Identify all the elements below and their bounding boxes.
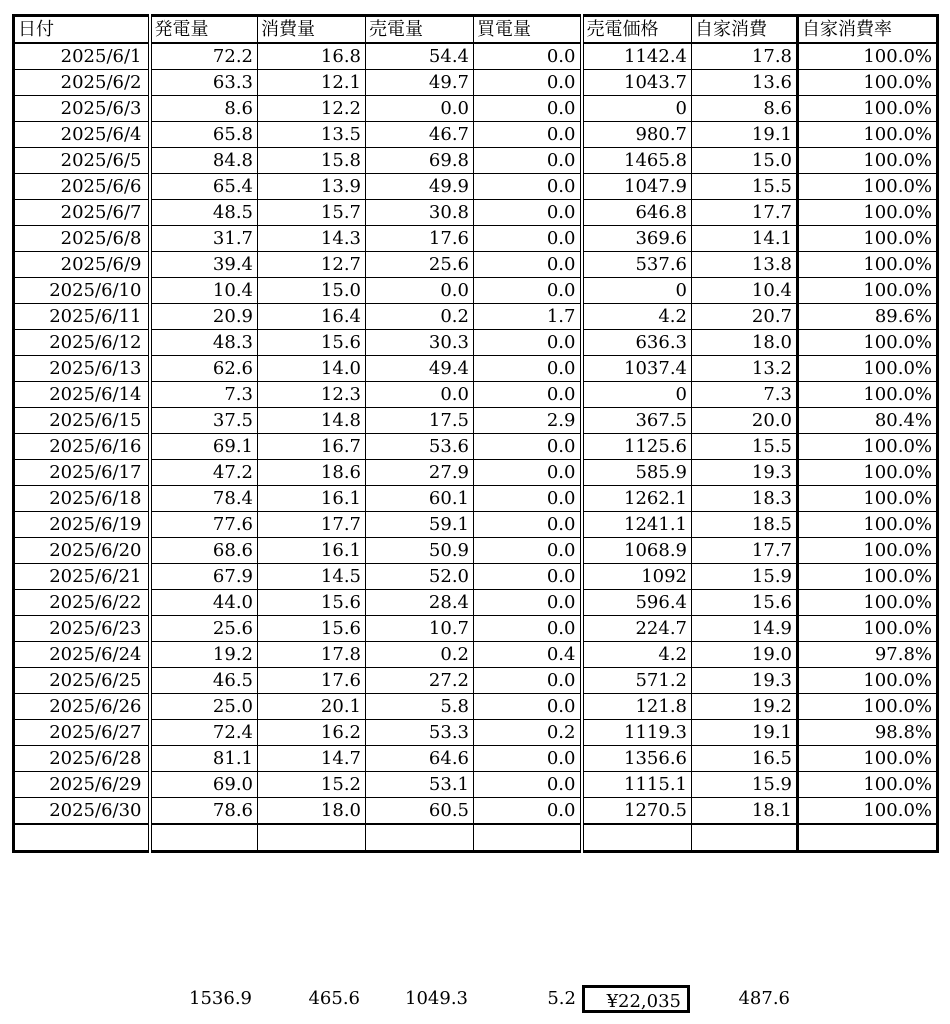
- header-bought[interactable]: 買電量: [474, 16, 582, 44]
- cell-sale-price[interactable]: 367.5: [582, 408, 692, 434]
- blank-row: [14, 824, 938, 851]
- cell-date[interactable]: 2025/6/20: [14, 538, 150, 564]
- cell-bought[interactable]: 0.0: [474, 564, 582, 590]
- total-bought[interactable]: 5.2: [547, 988, 576, 1009]
- cell-self-consumption-rate[interactable]: 100.0%: [798, 43, 938, 70]
- cell-self-consumption-rate[interactable]: 100.0%: [798, 486, 938, 512]
- cell-consumption[interactable]: 16.4: [258, 304, 366, 330]
- cell-self-consumption-rate[interactable]: 100.0%: [798, 772, 938, 798]
- cell-date[interactable]: 2025/6/6: [14, 174, 150, 200]
- cell-consumption[interactable]: 14.5: [258, 564, 366, 590]
- cell-sold[interactable]: 30.3: [366, 330, 474, 356]
- cell-sale-price[interactable]: 1270.5: [582, 798, 692, 825]
- cell-self-consumption[interactable]: 17.7: [692, 538, 798, 564]
- cell-bought[interactable]: 0.0: [474, 278, 582, 304]
- cell-bought[interactable]: 0.0: [474, 174, 582, 200]
- cell-date[interactable]: 2025/6/9: [14, 252, 150, 278]
- cell-sold[interactable]: 0.2: [366, 304, 474, 330]
- cell-bought[interactable]: 0.0: [474, 694, 582, 720]
- cell-self-consumption[interactable]: 15.5: [692, 434, 798, 460]
- cell-self-consumption-rate[interactable]: 100.0%: [798, 96, 938, 122]
- cell-self-consumption-rate[interactable]: 100.0%: [798, 694, 938, 720]
- cell-date[interactable]: 2025/6/10: [14, 278, 150, 304]
- cell-self-consumption[interactable]: 10.4: [692, 278, 798, 304]
- cell-sale-price[interactable]: 1037.4: [582, 356, 692, 382]
- cell-sold[interactable]: 30.8: [366, 200, 474, 226]
- cell-date[interactable]: 2025/6/29: [14, 772, 150, 798]
- cell-bought[interactable]: 0.0: [474, 330, 582, 356]
- table-row: [14, 720, 938, 746]
- cell-sold[interactable]: 0.0: [366, 96, 474, 122]
- cell-generation[interactable]: 67.9: [150, 564, 258, 590]
- cell-bought[interactable]: 0.0: [474, 746, 582, 772]
- cell-date[interactable]: 2025/6/1: [14, 43, 150, 70]
- table-row: [14, 486, 938, 512]
- cell-sale-price[interactable]: 1142.4: [582, 43, 692, 70]
- cell-self-consumption[interactable]: 19.1: [692, 122, 798, 148]
- cell-self-consumption-rate[interactable]: 100.0%: [798, 382, 938, 408]
- cell-generation[interactable]: 69.0: [150, 772, 258, 798]
- cell-self-consumption-rate[interactable]: 100.0%: [798, 122, 938, 148]
- cell-self-consumption-rate[interactable]: 100.0%: [798, 434, 938, 460]
- cell-self-consumption[interactable]: 19.3: [692, 668, 798, 694]
- cell-sold[interactable]: 17.5: [366, 408, 474, 434]
- cell-consumption[interactable]: 17.8: [258, 642, 366, 668]
- cell-self-consumption-rate[interactable]: 100.0%: [798, 200, 938, 226]
- table-row: [14, 304, 938, 330]
- cell-sale-price[interactable]: 596.4: [582, 590, 692, 616]
- empty-cell[interactable]: [150, 824, 258, 851]
- cell-self-consumption[interactable]: 8.6: [692, 96, 798, 122]
- table-row: [14, 564, 938, 590]
- cell-self-consumption-rate[interactable]: 98.8%: [798, 720, 938, 746]
- cell-sale-price[interactable]: 121.8: [582, 694, 692, 720]
- cell-sold[interactable]: 0.2: [366, 642, 474, 668]
- cell-generation[interactable]: 44.0: [150, 590, 258, 616]
- cell-sold[interactable]: 28.4: [366, 590, 474, 616]
- cell-date[interactable]: 2025/6/21: [14, 564, 150, 590]
- header-consumption[interactable]: 消費量: [258, 16, 366, 44]
- cell-self-consumption[interactable]: 19.0: [692, 642, 798, 668]
- cell-consumption[interactable]: 13.9: [258, 174, 366, 200]
- cell-sold[interactable]: 5.8: [366, 694, 474, 720]
- cell-sale-price[interactable]: 224.7: [582, 616, 692, 642]
- cell-self-consumption-rate[interactable]: 100.0%: [798, 564, 938, 590]
- cell-bought[interactable]: 0.0: [474, 538, 582, 564]
- table-row: [14, 512, 938, 538]
- cell-sold[interactable]: 53.6: [366, 434, 474, 460]
- cell-bought[interactable]: 2.9: [474, 408, 582, 434]
- cell-generation[interactable]: 72.4: [150, 720, 258, 746]
- cell-bought[interactable]: 0.2: [474, 720, 582, 746]
- cell-bought[interactable]: 0.0: [474, 798, 582, 825]
- cell-generation[interactable]: 72.2: [150, 43, 258, 70]
- cell-consumption[interactable]: 12.7: [258, 252, 366, 278]
- cell-sale-price[interactable]: 1241.1: [582, 512, 692, 538]
- cell-self-consumption-rate[interactable]: 100.0%: [798, 798, 938, 825]
- cell-bought[interactable]: 0.0: [474, 226, 582, 252]
- total-sale-price[interactable]: ¥22,035: [582, 985, 690, 1013]
- cell-date[interactable]: 2025/6/4: [14, 122, 150, 148]
- cell-consumption[interactable]: 16.8: [258, 43, 366, 70]
- cell-consumption[interactable]: 15.2: [258, 772, 366, 798]
- cell-self-consumption[interactable]: 19.1: [692, 720, 798, 746]
- cell-self-consumption[interactable]: 14.9: [692, 616, 798, 642]
- cell-date[interactable]: 2025/6/22: [14, 590, 150, 616]
- empty-cell[interactable]: [582, 824, 692, 851]
- cell-self-consumption[interactable]: 15.5: [692, 174, 798, 200]
- cell-sale-price[interactable]: 1356.6: [582, 746, 692, 772]
- cell-self-consumption[interactable]: 13.8: [692, 252, 798, 278]
- cell-self-consumption[interactable]: 18.0: [692, 330, 798, 356]
- cell-sold[interactable]: 54.4: [366, 43, 474, 70]
- empty-cell[interactable]: [258, 824, 366, 851]
- cell-generation[interactable]: 62.6: [150, 356, 258, 382]
- cell-self-consumption-rate[interactable]: 100.0%: [798, 278, 938, 304]
- cell-self-consumption-rate[interactable]: 100.0%: [798, 148, 938, 174]
- table-row: [14, 408, 938, 434]
- cell-self-consumption[interactable]: 19.3: [692, 460, 798, 486]
- cell-consumption[interactable]: 17.7: [258, 512, 366, 538]
- cell-sale-price[interactable]: 980.7: [582, 122, 692, 148]
- cell-self-consumption-rate[interactable]: 100.0%: [798, 512, 938, 538]
- cell-consumption[interactable]: 14.8: [258, 408, 366, 434]
- cell-self-consumption-rate[interactable]: 100.0%: [798, 460, 938, 486]
- cell-self-consumption-rate[interactable]: 100.0%: [798, 70, 938, 96]
- cell-sold[interactable]: 69.8: [366, 148, 474, 174]
- cell-bought[interactable]: 0.0: [474, 200, 582, 226]
- table-row: [14, 460, 938, 486]
- cell-bought[interactable]: 0.0: [474, 772, 582, 798]
- empty-cell[interactable]: [474, 824, 582, 851]
- cell-generation[interactable]: 65.8: [150, 122, 258, 148]
- cell-sold[interactable]: 53.1: [366, 772, 474, 798]
- cell-sold[interactable]: 60.1: [366, 486, 474, 512]
- table-row: [14, 746, 938, 772]
- cell-self-consumption-rate[interactable]: 100.0%: [798, 252, 938, 278]
- total-generation[interactable]: 1536.9: [189, 988, 252, 1009]
- cell-generation[interactable]: 20.9: [150, 304, 258, 330]
- table-row: [14, 616, 938, 642]
- cell-generation[interactable]: 65.4: [150, 174, 258, 200]
- cell-sold[interactable]: 53.3: [366, 720, 474, 746]
- cell-generation[interactable]: 19.2: [150, 642, 258, 668]
- cell-consumption[interactable]: 16.1: [258, 486, 366, 512]
- header-self-consumption[interactable]: 自家消費: [692, 16, 798, 44]
- cell-date[interactable]: 2025/6/13: [14, 356, 150, 382]
- cell-self-consumption[interactable]: 17.7: [692, 200, 798, 226]
- cell-date[interactable]: 2025/6/15: [14, 408, 150, 434]
- cell-date[interactable]: 2025/6/24: [14, 642, 150, 668]
- cell-self-consumption-rate[interactable]: 100.0%: [798, 538, 938, 564]
- empty-cell[interactable]: [798, 824, 938, 851]
- cell-self-consumption[interactable]: 15.9: [692, 564, 798, 590]
- cell-consumption[interactable]: 20.1: [258, 694, 366, 720]
- cell-date[interactable]: 2025/6/7: [14, 200, 150, 226]
- cell-consumption[interactable]: 12.1: [258, 70, 366, 96]
- cell-sold[interactable]: 60.5: [366, 798, 474, 825]
- cell-sold[interactable]: 27.2: [366, 668, 474, 694]
- table-row: [14, 252, 938, 278]
- cell-sale-price[interactable]: 1465.8: [582, 148, 692, 174]
- cell-bought[interactable]: 0.0: [474, 460, 582, 486]
- cell-self-consumption-rate[interactable]: 80.4%: [798, 408, 938, 434]
- cell-self-consumption-rate[interactable]: 97.8%: [798, 642, 938, 668]
- cell-date[interactable]: 2025/6/14: [14, 382, 150, 408]
- cell-bought[interactable]: 0.0: [474, 122, 582, 148]
- cell-sale-price[interactable]: 1125.6: [582, 434, 692, 460]
- cell-sale-price[interactable]: 1092: [582, 564, 692, 590]
- cell-generation[interactable]: 84.8: [150, 148, 258, 174]
- cell-self-consumption[interactable]: 7.3: [692, 382, 798, 408]
- header-sold[interactable]: 売電量: [366, 16, 474, 44]
- cell-self-consumption[interactable]: 18.1: [692, 798, 798, 825]
- cell-self-consumption-rate[interactable]: 100.0%: [798, 330, 938, 356]
- cell-generation[interactable]: 10.4: [150, 278, 258, 304]
- total-sold[interactable]: 1049.3: [405, 988, 468, 1009]
- cell-date[interactable]: 2025/6/30: [14, 798, 150, 825]
- cell-consumption[interactable]: 18.6: [258, 460, 366, 486]
- cell-sale-price[interactable]: 0: [582, 96, 692, 122]
- cell-sale-price[interactable]: 1262.1: [582, 486, 692, 512]
- cell-consumption[interactable]: 16.1: [258, 538, 366, 564]
- cell-generation[interactable]: 78.4: [150, 486, 258, 512]
- cell-consumption[interactable]: 15.8: [258, 148, 366, 174]
- cell-sold[interactable]: 49.9: [366, 174, 474, 200]
- cell-date[interactable]: 2025/6/11: [14, 304, 150, 330]
- cell-self-consumption-rate[interactable]: 100.0%: [798, 668, 938, 694]
- cell-bought[interactable]: 0.0: [474, 668, 582, 694]
- cell-sold[interactable]: 52.0: [366, 564, 474, 590]
- cell-bought[interactable]: 1.7: [474, 304, 582, 330]
- cell-sale-price[interactable]: 1068.9: [582, 538, 692, 564]
- cell-date[interactable]: 2025/6/28: [14, 746, 150, 772]
- table-row: [14, 538, 938, 564]
- cell-consumption[interactable]: 15.6: [258, 330, 366, 356]
- cell-sold[interactable]: 27.9: [366, 460, 474, 486]
- cell-self-consumption-rate[interactable]: 100.0%: [798, 226, 938, 252]
- cell-generation[interactable]: 77.6: [150, 512, 258, 538]
- cell-bought[interactable]: 0.4: [474, 642, 582, 668]
- cell-sale-price[interactable]: 1047.9: [582, 174, 692, 200]
- cell-self-consumption-rate[interactable]: 100.0%: [798, 590, 938, 616]
- cell-generation[interactable]: 69.1: [150, 434, 258, 460]
- cell-bought[interactable]: 0.0: [474, 70, 582, 96]
- cell-sale-price[interactable]: 585.9: [582, 460, 692, 486]
- cell-sale-price[interactable]: 4.2: [582, 642, 692, 668]
- cell-sold[interactable]: 59.1: [366, 512, 474, 538]
- table-row: [14, 148, 938, 174]
- cell-sale-price[interactable]: 636.3: [582, 330, 692, 356]
- table-row: [14, 798, 938, 825]
- cell-bought[interactable]: 0.0: [474, 356, 582, 382]
- cell-self-consumption[interactable]: 19.2: [692, 694, 798, 720]
- cell-sold[interactable]: 49.4: [366, 356, 474, 382]
- cell-date[interactable]: 2025/6/2: [14, 70, 150, 96]
- cell-sale-price[interactable]: 4.2: [582, 304, 692, 330]
- cell-self-consumption[interactable]: 17.8: [692, 43, 798, 70]
- cell-date[interactable]: 2025/6/17: [14, 460, 150, 486]
- power-data-table: [12, 14, 939, 853]
- table-row: [14, 200, 938, 226]
- cell-sale-price[interactable]: 571.2: [582, 668, 692, 694]
- table-row: [14, 356, 938, 382]
- cell-consumption[interactable]: 14.3: [258, 226, 366, 252]
- cell-self-consumption-rate[interactable]: 100.0%: [798, 616, 938, 642]
- cell-self-consumption[interactable]: 15.0: [692, 148, 798, 174]
- header-row: [14, 16, 938, 44]
- table-row: [14, 330, 938, 356]
- cell-sold[interactable]: 10.7: [366, 616, 474, 642]
- cell-bought[interactable]: 0.0: [474, 148, 582, 174]
- table-row: [14, 70, 938, 96]
- cell-sale-price[interactable]: 537.6: [582, 252, 692, 278]
- header-date[interactable]: 日付: [14, 16, 150, 44]
- cell-sale-price[interactable]: 1119.3: [582, 720, 692, 746]
- cell-generation[interactable]: 48.3: [150, 330, 258, 356]
- cell-generation[interactable]: 8.6: [150, 96, 258, 122]
- table-row: [14, 122, 938, 148]
- cell-sold[interactable]: 49.7: [366, 70, 474, 96]
- header-generation[interactable]: 発電量: [150, 16, 258, 44]
- cell-self-consumption[interactable]: 18.3: [692, 486, 798, 512]
- cell-date[interactable]: 2025/6/19: [14, 512, 150, 538]
- cell-generation[interactable]: 7.3: [150, 382, 258, 408]
- cell-self-consumption[interactable]: 20.7: [692, 304, 798, 330]
- cell-self-consumption[interactable]: 20.0: [692, 408, 798, 434]
- cell-consumption[interactable]: 14.7: [258, 746, 366, 772]
- cell-date[interactable]: 2025/6/8: [14, 226, 150, 252]
- cell-date[interactable]: 2025/6/26: [14, 694, 150, 720]
- cell-self-consumption[interactable]: 15.9: [692, 772, 798, 798]
- cell-consumption[interactable]: 12.2: [258, 96, 366, 122]
- cell-self-consumption-rate[interactable]: 100.0%: [798, 746, 938, 772]
- table-row: [14, 278, 938, 304]
- cell-date[interactable]: 2025/6/16: [14, 434, 150, 460]
- table-row: [14, 96, 938, 122]
- cell-consumption[interactable]: 16.2: [258, 720, 366, 746]
- cell-sale-price[interactable]: 1043.7: [582, 70, 692, 96]
- cell-consumption[interactable]: 17.6: [258, 668, 366, 694]
- totals-row: [12, 985, 936, 1015]
- cell-bought[interactable]: 0.0: [474, 434, 582, 460]
- cell-self-consumption-rate[interactable]: 100.0%: [798, 356, 938, 382]
- cell-generation[interactable]: 68.6: [150, 538, 258, 564]
- cell-sold[interactable]: 50.9: [366, 538, 474, 564]
- cell-consumption[interactable]: 16.7: [258, 434, 366, 460]
- empty-cell[interactable]: [366, 824, 474, 851]
- cell-consumption[interactable]: 12.3: [258, 382, 366, 408]
- cell-self-consumption[interactable]: 15.6: [692, 590, 798, 616]
- cell-generation[interactable]: 37.5: [150, 408, 258, 434]
- cell-bought[interactable]: 0.0: [474, 96, 582, 122]
- cell-self-consumption-rate[interactable]: 100.0%: [798, 174, 938, 200]
- total-consumption[interactable]: 465.6: [308, 988, 360, 1009]
- cell-bought[interactable]: 0.0: [474, 252, 582, 278]
- cell-consumption[interactable]: 15.6: [258, 616, 366, 642]
- cell-sold[interactable]: 0.0: [366, 382, 474, 408]
- cell-sold[interactable]: 0.0: [366, 278, 474, 304]
- header-self-consumption-rate[interactable]: 自家消費率: [798, 16, 938, 44]
- cell-sale-price[interactable]: 0: [582, 382, 692, 408]
- cell-sale-price[interactable]: 0: [582, 278, 692, 304]
- cell-bought[interactable]: 0.0: [474, 486, 582, 512]
- cell-consumption[interactable]: 18.0: [258, 798, 366, 825]
- cell-consumption[interactable]: 15.0: [258, 278, 366, 304]
- header-sale-price[interactable]: 売電価格: [582, 16, 692, 44]
- table-row: [14, 694, 938, 720]
- cell-generation[interactable]: 47.2: [150, 460, 258, 486]
- table-row: [14, 590, 938, 616]
- cell-self-consumption[interactable]: 13.6: [692, 70, 798, 96]
- table-row: [14, 174, 938, 200]
- table-row: [14, 668, 938, 694]
- cell-sold[interactable]: 25.6: [366, 252, 474, 278]
- cell-self-consumption[interactable]: 16.5: [692, 746, 798, 772]
- cell-bought[interactable]: 0.0: [474, 590, 582, 616]
- cell-self-consumption[interactable]: 14.1: [692, 226, 798, 252]
- table-row: [14, 772, 938, 798]
- cell-consumption[interactable]: 13.5: [258, 122, 366, 148]
- empty-cell[interactable]: [692, 824, 798, 851]
- cell-sale-price[interactable]: 369.6: [582, 226, 692, 252]
- empty-cell[interactable]: [14, 824, 150, 851]
- cell-consumption[interactable]: 15.7: [258, 200, 366, 226]
- cell-consumption[interactable]: 15.6: [258, 590, 366, 616]
- cell-date[interactable]: 2025/6/18: [14, 486, 150, 512]
- cell-generation[interactable]: 39.4: [150, 252, 258, 278]
- cell-sold[interactable]: 64.6: [366, 746, 474, 772]
- cell-sold[interactable]: 17.6: [366, 226, 474, 252]
- cell-self-consumption-rate[interactable]: 89.6%: [798, 304, 938, 330]
- cell-bought[interactable]: 0.0: [474, 512, 582, 538]
- cell-date[interactable]: 2025/6/25: [14, 668, 150, 694]
- cell-date[interactable]: 2025/6/3: [14, 96, 150, 122]
- cell-date[interactable]: 2025/6/27: [14, 720, 150, 746]
- cell-date[interactable]: 2025/6/5: [14, 148, 150, 174]
- cell-generation[interactable]: 31.7: [150, 226, 258, 252]
- cell-generation[interactable]: 25.0: [150, 694, 258, 720]
- table-row: [14, 226, 938, 252]
- cell-consumption[interactable]: 14.0: [258, 356, 366, 382]
- cell-bought[interactable]: 0.0: [474, 616, 582, 642]
- cell-date[interactable]: 2025/6/12: [14, 330, 150, 356]
- cell-bought[interactable]: 0.0: [474, 43, 582, 70]
- cell-generation[interactable]: 48.5: [150, 200, 258, 226]
- total-self-consumption[interactable]: 487.6: [738, 988, 790, 1009]
- cell-generation[interactable]: 63.3: [150, 70, 258, 96]
- cell-sold[interactable]: 46.7: [366, 122, 474, 148]
- table-row: [14, 43, 938, 70]
- cell-generation[interactable]: 81.1: [150, 746, 258, 772]
- table-row: [14, 642, 938, 668]
- cell-generation[interactable]: 25.6: [150, 616, 258, 642]
- cell-self-consumption[interactable]: 18.5: [692, 512, 798, 538]
- cell-self-consumption[interactable]: 13.2: [692, 356, 798, 382]
- cell-sale-price[interactable]: 646.8: [582, 200, 692, 226]
- table-row: [14, 382, 938, 408]
- cell-sale-price[interactable]: 1115.1: [582, 772, 692, 798]
- cell-bought[interactable]: 0.0: [474, 382, 582, 408]
- cell-generation[interactable]: 46.5: [150, 668, 258, 694]
- cell-date[interactable]: 2025/6/23: [14, 616, 150, 642]
- table-row: [14, 434, 938, 460]
- cell-generation[interactable]: 78.6: [150, 798, 258, 825]
